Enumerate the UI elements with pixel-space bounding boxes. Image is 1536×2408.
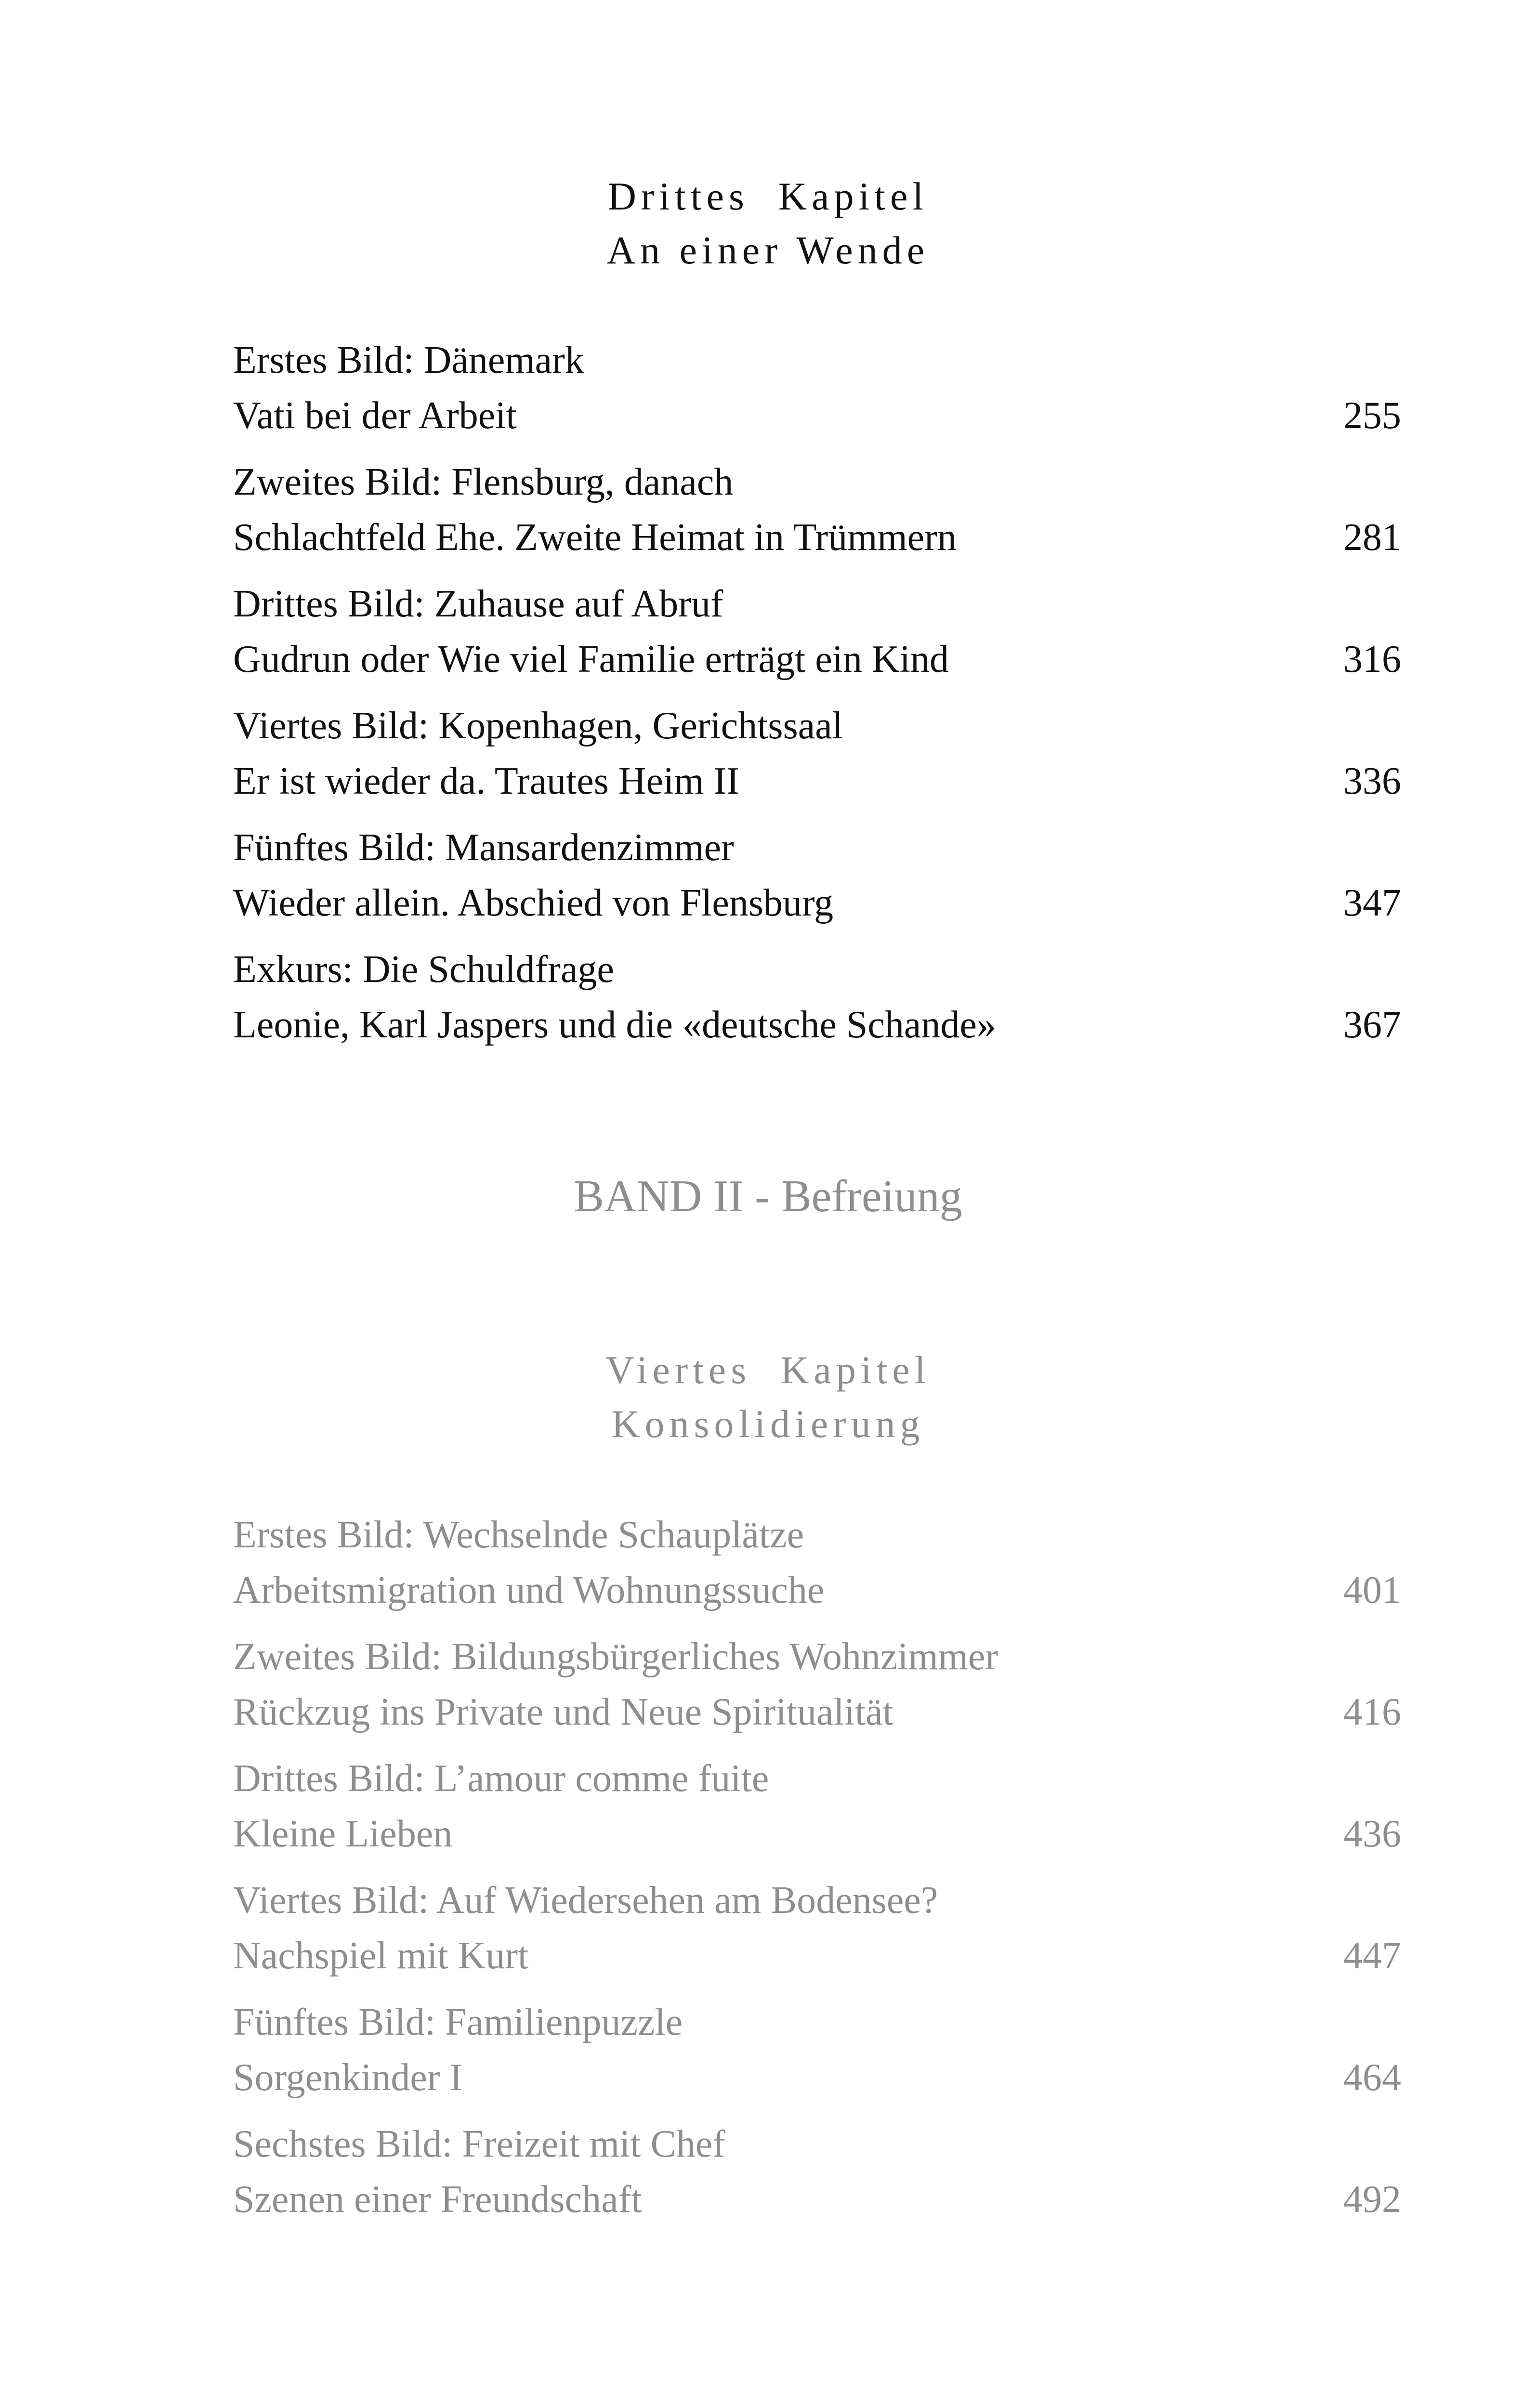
entry-subtitle: Arbeitsmigration und Wohnungssuche (233, 1569, 825, 1611)
entry-page-number: 492 (1343, 2178, 1401, 2221)
entry-subtitle: Szenen einer Freundschaft (233, 2178, 642, 2221)
entry-heading: Sechstes Bild: Freizeit mit Chef (233, 2123, 726, 2165)
entry-subtitle: Sorgenkinder I (233, 2056, 463, 2099)
entry-heading: Zweites Bild: Bildungsbürgerliches Wohnzimmer (233, 1636, 998, 1678)
entry-subtitle: Nachspiel mit Kurt (233, 1935, 529, 1977)
toc-entry[interactable] (233, 455, 1401, 576)
entry-heading: Fünftes Bild: Familienpuzzle (233, 2001, 683, 2043)
toc-entry[interactable] (233, 698, 1401, 820)
entry-page-number: 416 (1343, 1691, 1401, 1733)
toc-entry[interactable] (233, 1629, 1401, 1751)
chapter-4-entries (233, 1507, 1401, 2238)
toc-entry[interactable] (233, 820, 1401, 942)
entry-subtitle: Kleine Lieben (233, 1813, 453, 1855)
toc-entry[interactable] (233, 1995, 1401, 2117)
entry-page-number: 336 (1343, 760, 1401, 802)
entry-heading: Drittes Bild: L’amour comme fuite (233, 1757, 769, 1800)
chapter-4-heading (0, 1343, 1536, 1451)
toc-entry[interactable] (233, 333, 1401, 455)
entry-subtitle: Vati bei der Arbeit (233, 394, 517, 437)
entry-subtitle: Leonie, Karl Jaspers und die «deutsche Schande» (233, 1004, 996, 1046)
entry-heading: Viertes Bild: Kopenhagen, Gerichtssaal (233, 705, 843, 747)
entry-page-number: 255 (1343, 394, 1401, 437)
entry-page-number: 401 (1343, 1569, 1401, 1611)
entry-page-number: 347 (1343, 882, 1401, 924)
entry-subtitle: Wieder allein. Abschied von Flensburg (233, 882, 834, 924)
entry-page-number: 464 (1343, 2056, 1401, 2099)
entry-heading: Erstes Bild: Dänemark (233, 339, 584, 381)
chapter-3-entries (233, 333, 1401, 1064)
entry-heading: Exkurs: Die Schuldfrage (233, 948, 614, 991)
chapter-4-title: Konsolidierung (611, 1402, 925, 1446)
band-2-title: BAND II - Befreiung (574, 1171, 962, 1221)
entry-heading: Erstes Bild: Wechselnde Schauplätze (233, 1514, 804, 1556)
entry-subtitle: Rückzug ins Private und Neue Spiritualität (233, 1691, 893, 1733)
entry-page-number: 316 (1343, 638, 1401, 681)
entry-heading: Viertes Bild: Auf Wiedersehen am Bodensee? (233, 1879, 938, 1922)
entry-subtitle: Er ist wieder da. Trautes Heim II (233, 760, 739, 802)
toc-entry[interactable] (233, 1873, 1401, 1995)
chapter-3-number: Drittes Kapitel (607, 174, 929, 218)
entry-subtitle: Gudrun oder Wie viel Familie erträgt ein Kind (233, 638, 949, 681)
entry-heading: Drittes Bild: Zuhause auf Abruf (233, 583, 723, 625)
entry-heading: Fünftes Bild: Mansardenzimmer (233, 826, 734, 869)
toc-entry[interactable] (233, 576, 1401, 698)
chapter-3-title: An einer Wende (606, 228, 930, 272)
chapter-3-heading (0, 170, 1536, 277)
entry-page-number: 367 (1343, 1004, 1401, 1046)
toc-entry[interactable] (233, 1507, 1401, 1629)
entry-page-number: 436 (1343, 1813, 1401, 1855)
entry-heading: Zweites Bild: Flensburg, danach (233, 461, 734, 503)
chapter-4-number: Viertes Kapitel (605, 1348, 931, 1392)
toc-entry[interactable] (233, 942, 1401, 1064)
toc-entry[interactable] (233, 2117, 1401, 2238)
toc-entry[interactable] (233, 1751, 1401, 1873)
entry-subtitle: Schlachtfeld Ehe. Zweite Heimat in Trümmern (233, 516, 957, 559)
entry-page-number: 447 (1343, 1935, 1401, 1977)
entry-page-number: 281 (1343, 516, 1401, 559)
